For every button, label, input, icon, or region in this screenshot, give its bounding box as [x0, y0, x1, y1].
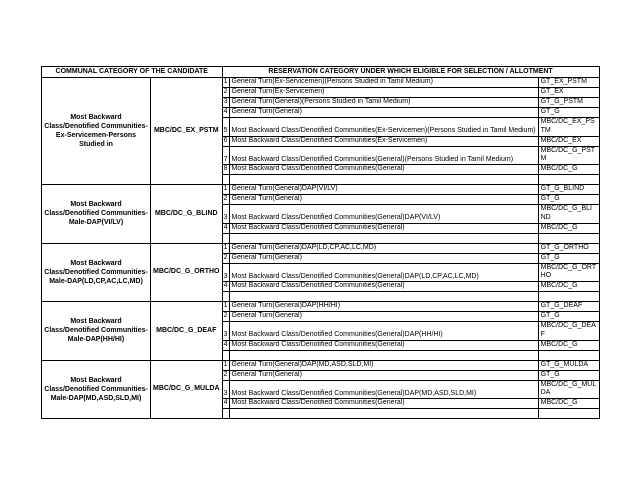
- reservation-description-cell: Most Backward Class/Denotified Communities(General)(Persons Studied in Tamil Medium): [229, 146, 538, 165]
- order-number-cell: 3: [222, 263, 229, 282]
- reservation-code-cell: MBC/DC_G_DEAF: [538, 322, 599, 341]
- empty-cell: [229, 233, 538, 243]
- reservation-description-cell: General Turn(General): [229, 370, 538, 380]
- header-row: [42, 67, 600, 78]
- order-number-cell: 2: [222, 253, 229, 263]
- empty-cell: [222, 233, 229, 243]
- reservation-code-cell: MBC/DC_G_BLIND: [538, 205, 599, 224]
- reservation-code-cell: MBC/DC_G_PSTM: [538, 146, 599, 165]
- reservation-code-cell: GT_G: [538, 370, 599, 380]
- empty-cell: [222, 350, 229, 360]
- communal-category-cell: Most Backward Class/Denotified Communities-Male-DAP(LD,CP,AC,LC,MD): [42, 243, 151, 302]
- empty-cell: [222, 409, 229, 419]
- order-number-cell: 8: [222, 165, 229, 175]
- order-number-cell: 4: [222, 108, 229, 118]
- reservation-description-cell: General Turn(General): [229, 108, 538, 118]
- reservation-description-cell: Most Backward Class/Denotified Communities(General)DAP(MD,ASD,SLD,MI): [229, 380, 538, 399]
- reservation-code-cell: MBC/DC_G: [538, 340, 599, 350]
- order-number-cell: 2: [222, 370, 229, 380]
- reservation-table: [41, 66, 600, 419]
- order-number-cell: 4: [222, 340, 229, 350]
- reservation-code-cell: GT_EX_PSTM: [538, 78, 599, 88]
- communal-category-cell: Most Backward Class/Denotified Communities-Ex-Servicemen-Persons Studied in: [42, 78, 151, 185]
- reservation-code-cell: GT_G: [538, 312, 599, 322]
- empty-cell: [229, 350, 538, 360]
- empty-cell: [538, 233, 599, 243]
- reservation-description-cell: Most Backward Class/Denotified Communities(General): [229, 340, 538, 350]
- table-row: [42, 302, 600, 312]
- order-number-cell: 4: [222, 399, 229, 409]
- reservation-code-cell: GT_G: [538, 195, 599, 205]
- reservation-description-cell: Most Backward Class/Denotified Communities(General): [229, 282, 538, 292]
- reservation-description-cell: General Turn(General)DAP(HH/HI): [229, 302, 538, 312]
- empty-cell: [222, 292, 229, 302]
- reservation-code-cell: MBC/DC_EX_PSTM: [538, 118, 599, 137]
- empty-cell: [229, 175, 538, 185]
- category-code-cell: MBC/DC_G_DEAF: [151, 302, 223, 361]
- reservation-code-cell: GT_G: [538, 253, 599, 263]
- order-number-cell: 2: [222, 195, 229, 205]
- reservation-description-cell: General Turn(General)DAP(MD,ASD,SLD,MI): [229, 360, 538, 370]
- category-code-cell: MBC/DC_EX_PSTM: [151, 78, 223, 185]
- table-row: [42, 185, 600, 195]
- reservation-code-cell: GT_EX: [538, 88, 599, 98]
- reservation-code-cell: MBC/DC_G_ORTHO: [538, 263, 599, 282]
- reservation-code-cell: MBC/DC_G: [538, 223, 599, 233]
- empty-cell: [538, 350, 599, 360]
- reservation-description-cell: Most Backward Class/Denotified Communities(General): [229, 223, 538, 233]
- reservation-description-cell: General Turn(General)(Persons Studied in Tamil Medium): [229, 98, 538, 108]
- reservation-code-cell: MBC/DC_EX: [538, 136, 599, 146]
- reservation-code-cell: MBC/DC_G: [538, 165, 599, 175]
- reservation-description-cell: Most Backward Class/Denotified Communities(Ex-Servicemen): [229, 136, 538, 146]
- order-number-cell: 2: [222, 312, 229, 322]
- order-number-cell: 4: [222, 282, 229, 292]
- reservation-description-cell: General Turn(General): [229, 195, 538, 205]
- order-number-cell: 1: [222, 78, 229, 88]
- order-number-cell: 6: [222, 136, 229, 146]
- table-row: [42, 360, 600, 370]
- empty-cell: [538, 409, 599, 419]
- communal-category-cell: Most Backward Class/Denotified Communities-Male-DAP(HH/HI): [42, 302, 151, 361]
- order-number-cell: 3: [222, 98, 229, 108]
- communal-category-cell: Most Backward Class/Denotified Communities-Male-DAP(VI/LV): [42, 185, 151, 244]
- header-category: COMMUNAL CATEGORY OF THE CANDIDATE: [42, 67, 223, 78]
- reservation-description-cell: Most Backward Class/Denotified Communities(General): [229, 399, 538, 409]
- reservation-code-cell: MBC/DC_G: [538, 282, 599, 292]
- order-number-cell: 1: [222, 360, 229, 370]
- order-number-cell: 1: [222, 302, 229, 312]
- reservation-code-cell: MBC/DC_G: [538, 399, 599, 409]
- table-row: [42, 78, 600, 88]
- reservation-description-cell: Most Backward Class/Denotified Communities(General)DAP(VI/LV): [229, 205, 538, 224]
- reservation-description-cell: General Turn(Ex-Servicemen): [229, 88, 538, 98]
- order-number-cell: 2: [222, 88, 229, 98]
- order-number-cell: 7: [222, 146, 229, 165]
- order-number-cell: 1: [222, 185, 229, 195]
- empty-cell: [538, 292, 599, 302]
- order-number-cell: 3: [222, 205, 229, 224]
- order-number-cell: 3: [222, 322, 229, 341]
- order-number-cell: 1: [222, 243, 229, 253]
- reservation-code-cell: MBC/DC_G_MULDA: [538, 380, 599, 399]
- category-code-cell: MBC/DC_G_MULDA: [151, 360, 223, 419]
- order-number-cell: 5: [222, 118, 229, 137]
- reservation-code-cell: GT_G_BLIND: [538, 185, 599, 195]
- order-number-cell: 4: [222, 223, 229, 233]
- reservation-description-cell: Most Backward Class/Denotified Communities(General)DAP(HH/HI): [229, 322, 538, 341]
- communal-category-cell: Most Backward Class/Denotified Communities-Male-DAP(MD,ASD,SLD,MI): [42, 360, 151, 419]
- reservation-description-cell: Most Backward Class/Denotified Communities(General): [229, 165, 538, 175]
- reservation-code-cell: GT_G_MULDA: [538, 360, 599, 370]
- empty-cell: [538, 175, 599, 185]
- reservation-description-cell: Most Backward Class/Denotified Communities(Ex-Servicemen)(Persons Studied in Tamil Medium): [229, 118, 538, 137]
- reservation-description-cell: General Turn(General)DAP(LD,CP,AC,LC,MD): [229, 243, 538, 253]
- table-body: [42, 78, 600, 419]
- empty-cell: [229, 292, 538, 302]
- reservation-description-cell: General Turn(General): [229, 253, 538, 263]
- reservation-description-cell: General Turn(General): [229, 312, 538, 322]
- empty-cell: [222, 175, 229, 185]
- table-row: [42, 243, 600, 253]
- reservation-description-cell: Most Backward Class/Denotified Communities(General)DAP(LD,CP,AC,LC,MD): [229, 263, 538, 282]
- reservation-code-cell: GT_G_ORTHO: [538, 243, 599, 253]
- order-number-cell: 3: [222, 380, 229, 399]
- category-code-cell: MBC/DC_G_ORTHO: [151, 243, 223, 302]
- reservation-code-cell: GT_G: [538, 108, 599, 118]
- category-code-cell: MBC/DC_G_BLIND: [151, 185, 223, 244]
- reservation-code-cell: GT_G_DEAF: [538, 302, 599, 312]
- reservation-description-cell: General Turn(Ex-Servicemen)(Persons Studied in Tamil Medium): [229, 78, 538, 88]
- empty-cell: [229, 409, 538, 419]
- reservation-code-cell: GT_G_PSTM: [538, 98, 599, 108]
- header-reservation: RESERVATION CATEGORY UNDER WHICH ELIGIBLE FOR SELECTION / ALLOTMENT: [222, 67, 599, 78]
- reservation-description-cell: General Turn(General)DAP(VI/LV): [229, 185, 538, 195]
